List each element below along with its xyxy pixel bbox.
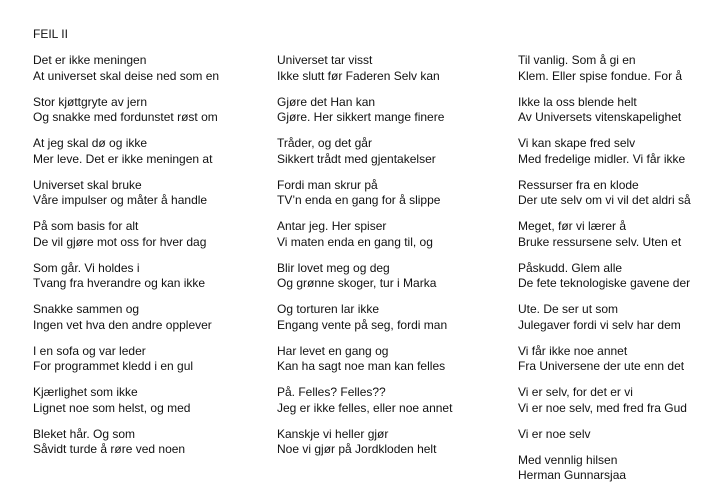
poem-line: Ingen vet hva den andre opplever: [33, 317, 212, 332]
poem-line: Engang vente på seg, fordi man: [277, 317, 448, 332]
stanza: [277, 385, 452, 416]
poem-line: Tråder, og det går: [277, 136, 372, 150]
stanza: [277, 261, 452, 292]
poem-line: Det er ikke meningen: [33, 53, 147, 67]
poem-line: Tvang fra hverandre og kan ikke: [33, 276, 206, 290]
poem-line: Bruke ressursene selv. Uten et: [518, 234, 682, 249]
poem-line: Universet tar visst: [277, 53, 373, 67]
stanza: [33, 427, 219, 458]
stanza: [33, 178, 219, 209]
stanza: [518, 261, 691, 292]
poem-line: Sikkert trådt med gjentakelser: [277, 151, 436, 166]
poem-line: Vi er noe selv, med fred fra Gud: [518, 400, 687, 415]
signoff: [518, 453, 691, 484]
stanza: [518, 136, 691, 167]
poem-line: Kanskje vi heller gjør: [277, 426, 389, 441]
stanza: [518, 385, 691, 416]
poem-line: Med fredelige midler. Vi får ikke: [518, 151, 686, 166]
stanza: [33, 385, 219, 416]
poem-line: Som går. Vi holdes i: [33, 260, 140, 275]
poem-line: Lignet noe som helst, og med: [33, 400, 191, 415]
poem-line: TV’n enda en gang for å slippe: [277, 193, 441, 207]
poem-line: Julegaver fordi vi selv har dem: [518, 317, 681, 332]
poem-line: Noe vi gjør på Jordkloden helt: [277, 442, 437, 456]
poem-line: Stor kjøttgryte av jern: [33, 94, 148, 109]
stanza: [33, 53, 219, 84]
stanza: [277, 219, 452, 250]
stanza: [277, 136, 452, 167]
stanza: [277, 427, 452, 458]
stanza: [277, 95, 452, 126]
poem-line: Universet skal bruke: [33, 177, 142, 192]
poem-title: FEIL II: [33, 27, 68, 41]
poem-line: Og snakke med fordunstet røst om: [33, 110, 218, 124]
stanza: [518, 178, 691, 209]
stanza: [33, 261, 219, 292]
stanza: [33, 344, 219, 375]
stanza: [518, 53, 691, 84]
poem-line: Av Universets vitenskapelighet: [518, 110, 682, 124]
poem-line: Antar jeg. Her spiser: [277, 219, 387, 233]
poem-line: Våre impulser og måter å handle: [33, 193, 208, 207]
poem-column-1: [33, 53, 219, 468]
poem-line: Snakke sammen og: [33, 302, 140, 316]
poem-line: Herman Gunnarsjaa: [518, 468, 627, 482]
stanza: [33, 302, 219, 333]
poem-line: Ute. De ser ut som: [518, 302, 619, 316]
poem-line: Der ute selv om vi vil det aldri så: [518, 193, 691, 207]
stanza: [33, 95, 219, 126]
stanza: [33, 219, 219, 250]
stanza: [518, 344, 691, 375]
poem-line: Meget, før vi lærer å: [518, 219, 627, 233]
stanza: [277, 178, 452, 209]
poem-line: Gjøre det Han kan: [277, 94, 376, 109]
poem-line: Såvidt turde å røre ved noen: [33, 442, 186, 456]
poem-line: Ikke slutt før Faderen Selv kan: [277, 68, 440, 83]
poem-line: Vi er noe selv: [518, 426, 591, 441]
stanza: [277, 344, 452, 375]
poem-line: Vi er selv, for det er vi: [518, 385, 633, 399]
poem-line: De fete teknologiske gavene der: [518, 276, 691, 290]
poem-column-3: [518, 53, 691, 494]
poem-line: På som basis for alt: [33, 219, 139, 233]
poem-line: Ressurser fra en klode: [518, 177, 639, 192]
poem-column-2: [277, 53, 452, 468]
poem-line: Kjærlighet som ikke: [33, 385, 138, 399]
poem-line: Ikke la oss blende helt: [518, 94, 637, 109]
poem-line: Fra Universene der ute enn det: [518, 359, 685, 373]
poem-line: Mer leve. Det er ikke meningen at: [33, 151, 213, 166]
stanza: [518, 427, 691, 443]
stanza: [518, 302, 691, 333]
poem-line: Bleket hår. Og som: [33, 426, 136, 441]
poem-line: I en sofa og var leder: [33, 343, 146, 358]
poem-line: Og grønne skoger, tur i Marka: [277, 276, 437, 290]
stanza: [277, 302, 452, 333]
poem-line: Jeg er ikke felles, eller noe annet: [277, 400, 453, 415]
poem-line: De vil gjøre mot oss for hver dag: [33, 234, 207, 249]
poem-line: Gjøre. Her sikkert mange finere: [277, 110, 445, 124]
poem-line: Og torturen lar ikke: [277, 302, 380, 316]
poem-line: At jeg skal dø og ikke: [33, 136, 148, 150]
poem-line: Vi kan skape fred selv: [518, 136, 636, 150]
poem-line: Blir lovet meg og deg: [277, 260, 390, 275]
poem-line: For programmet kledd i en gul: [33, 359, 194, 373]
stanza: [33, 136, 219, 167]
poem-line: Til vanlig. Som å gi en: [518, 53, 636, 67]
poem-line: Vi maten enda en gang til, og: [277, 234, 433, 249]
poem-line: Fordi man skrur på: [277, 177, 378, 192]
poem-line: Kan ha sagt noe man kan felles: [277, 359, 446, 373]
poem-line: At universet skal deise ned som en: [33, 68, 220, 83]
poem-line: Påskudd. Glem alle: [518, 260, 623, 275]
poem-line: Har levet en gang og: [277, 343, 389, 358]
poem-line: Klem. Eller spise fondue. For å: [518, 68, 683, 83]
stanza: [518, 219, 691, 250]
poem-line: Med vennlig hilsen: [518, 452, 618, 467]
poem-line: På. Felles? Felles??: [277, 385, 386, 399]
stanza: [518, 95, 691, 126]
poem-line: Vi får ikke noe annet: [518, 343, 628, 358]
stanza: [277, 53, 452, 84]
